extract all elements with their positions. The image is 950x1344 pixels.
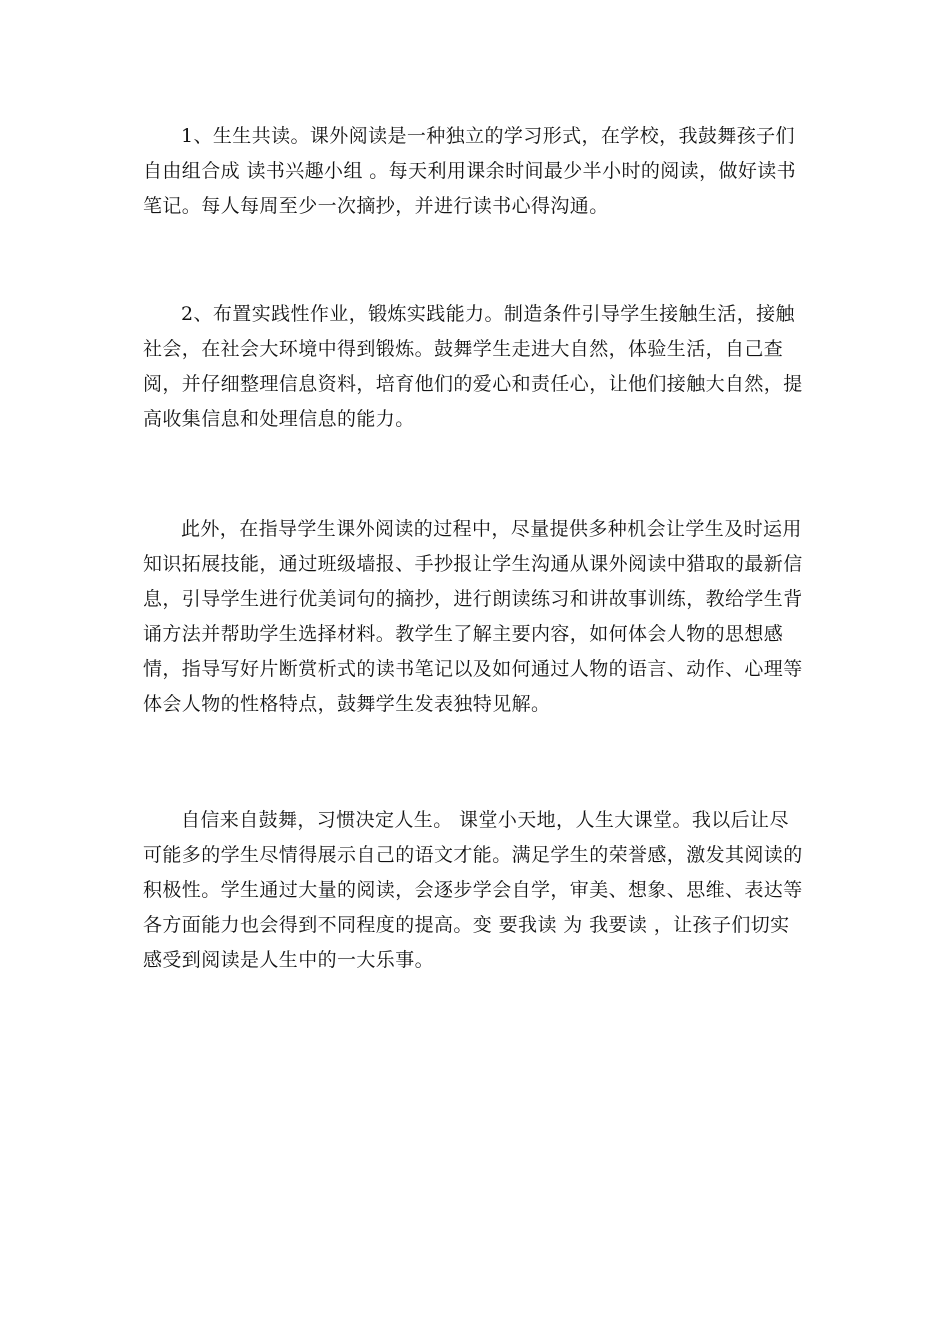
paragraph-reading-together: 1、生生共读。课外阅读是一种独立的学习形式，在学校，我鼓舞孩子们自由组合成 读书兴趣小组 。每天利用课余时间最少半小时的阅读，做好读书笔记。每人每周至少一次摘抄，并进行读书心得沟通。 bbox=[143, 125, 797, 217]
paragraph-practical-homework: 2、布置实践性作业，锻炼实践能力。制造条件引导学生接触生活，接触社会，在社会大环境中得到锻炼。鼓舞学生走进大自然，体验生活，自己查阅，并仔细整理信息资料，培育他们的爱心和责任心，让他们接触大自然，提高收集信息和处理信息的能力。 bbox=[143, 303, 803, 430]
paragraph-guidance: 此外，在指导学生课外阅读的过程中，尽量提供多种机会让学生及时运用知识拓展技能，通过班级墙报、手抄报让学生沟通从课外阅读中猎取的最新信息，引导学生进行优美词句的摘抄，进行朗读练习和讲故事训练，教给学生背诵方法并帮助学生选择材料。教学生了解主要内容，如何体会人物的思想感情，指导写好片断赏析式的读书笔记以及如何通过人物的语言、动作、心理等体会人物的性格特点，鼓舞学生发表独特见解。 bbox=[143, 518, 803, 715]
paragraph-conclusion: 自信来自鼓舞，习惯决定人生。 课堂小天地，人生大课堂。我以后让尽可能多的学生尽情得展示自己的语文才能。满足学生的荣誉感，激发其阅读的积极性。学生通过大量的阅读，会逐步学会自学，审美、想象、思维、表达等各方面能力也会得到不同程度的提高。变 要我读 为 我要读 ，让孩子们切实感受到阅读是人生中的一大乐事。 bbox=[143, 809, 803, 971]
